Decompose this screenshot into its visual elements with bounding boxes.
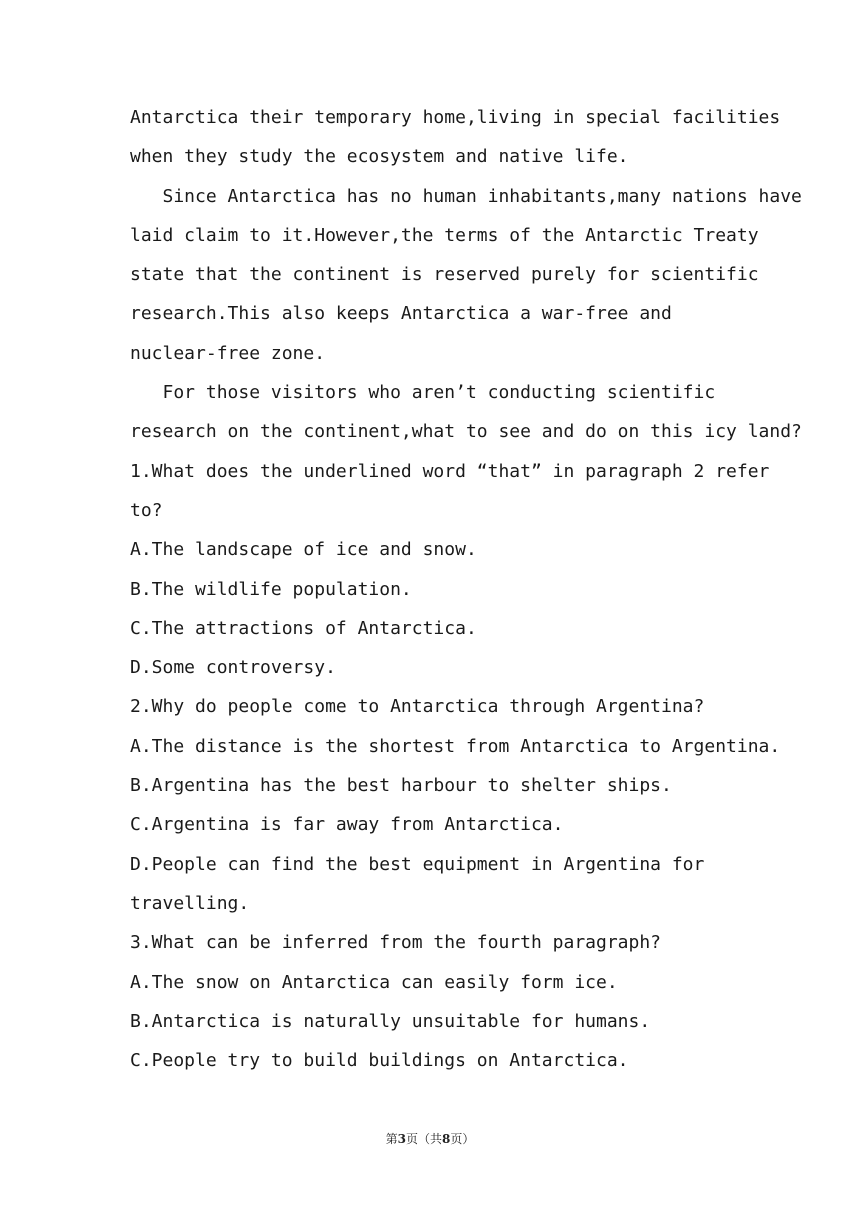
option-a: A.The snow on Antarctica can easily form ice. bbox=[130, 971, 618, 993]
option-b: B.Argentina has the best harbour to shelter ships. bbox=[130, 775, 672, 797]
option-d-cont: travelling. bbox=[130, 892, 250, 914]
question-3: 3.What can be inferred from the fourth paragraph? bbox=[130, 932, 662, 954]
footer-suffix: 页） bbox=[450, 1132, 475, 1146]
option-c: C.People try to build buildings on Antarctica. bbox=[130, 1050, 629, 1072]
text-line: Antarctica their temporary home,living in special facilities bbox=[130, 107, 781, 128]
option-a: A.The landscape of ice and snow. bbox=[130, 539, 477, 561]
paragraph-line: Since Antarctica has no human inhabitants,many nations have bbox=[130, 185, 802, 207]
option-b: B.The wildlife population. bbox=[130, 578, 412, 600]
question-1: 1.What does the underlined word “that” in paragraph 2 refer bbox=[130, 460, 770, 482]
text-line: when they study the ecosystem and native life. bbox=[130, 146, 629, 168]
question-1-cont: to? bbox=[130, 499, 163, 521]
text-line: nuclear-free zone. bbox=[130, 342, 326, 364]
text-line: research on the continent,what to see and do on this icy land? bbox=[130, 421, 802, 443]
option-a: A.The distance is the shortest from Antarctica to Argentina. bbox=[130, 735, 781, 757]
page-footer bbox=[0, 1130, 860, 1147]
footer-middle: 页（共 bbox=[405, 1132, 442, 1146]
text-line: laid claim to it.However,the terms of the Antarctic Treaty bbox=[130, 224, 759, 246]
option-c: C.Argentina is far away from Antarctica. bbox=[130, 814, 564, 836]
paragraph-line: For those visitors who aren’t conducting scientific bbox=[130, 382, 716, 404]
option-b: B.Antarctica is naturally unsuitable for humans. bbox=[130, 1010, 651, 1032]
footer-prefix: 第 bbox=[385, 1132, 398, 1146]
page-number: 3 bbox=[397, 1132, 406, 1146]
option-c: C.The attractions of Antarctica. bbox=[130, 617, 477, 639]
option-d: D.People can find the best equipment in Argentina for bbox=[130, 853, 705, 875]
option-d: D.Some controversy. bbox=[130, 657, 336, 679]
page-total: 8 bbox=[442, 1132, 451, 1146]
text-line: state that the continent is reserved purely for scientific bbox=[130, 264, 759, 286]
document-body bbox=[130, 98, 802, 1080]
question-2: 2.Why do people come to Antarctica through Argentina? bbox=[130, 696, 705, 718]
text-line: research.This also keeps Antarctica a war-free and bbox=[130, 303, 672, 325]
